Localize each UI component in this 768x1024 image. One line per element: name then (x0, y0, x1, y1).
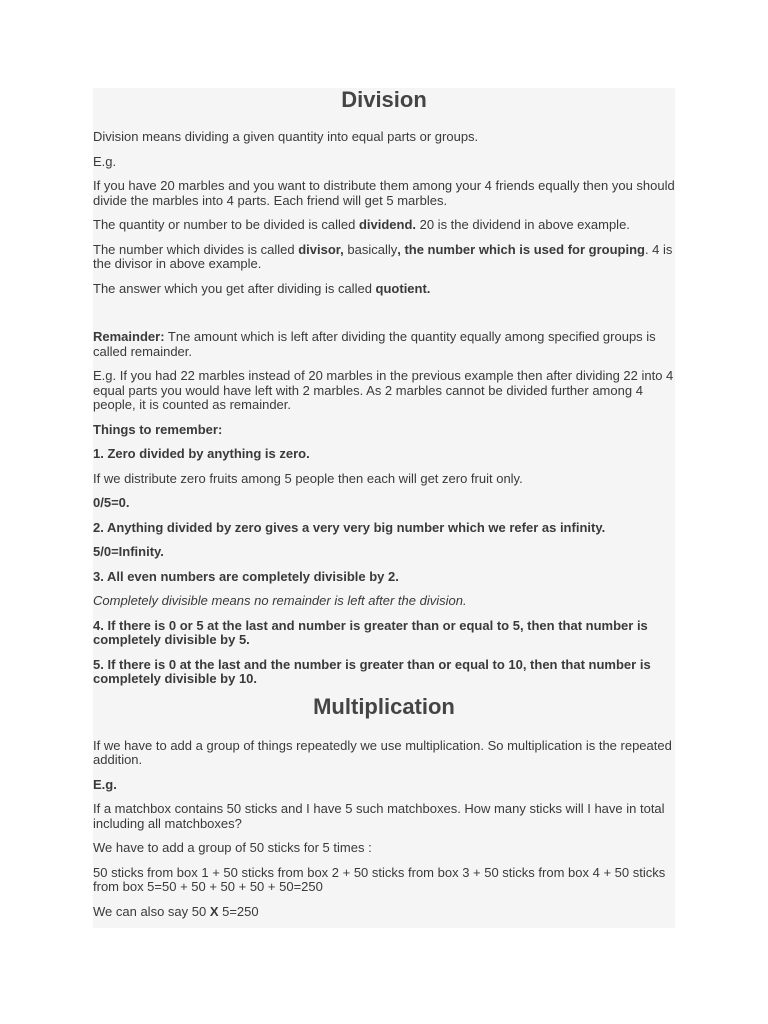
multiplication-add-line: We have to add a group of 50 sticks for 5 times : (93, 840, 372, 855)
rule-1-equation: 0/5=0. (93, 495, 130, 510)
remainder-term: Remainder: (93, 329, 165, 344)
dividend-post: 20 is the dividend in above example. (416, 217, 630, 232)
dividend-term: dividend. (358, 217, 416, 232)
multiplication-sum-line: 50 sticks from box 1 + 50 sticks from box 2 + 50 sticks from box 3 + 50 sticks from box 4 + 50 sticks from box 5=50 + 50 + 50 + 50 + 50=250 (93, 864, 666, 894)
division-eg: E.g. (93, 153, 117, 169)
multiplication-title: Multiplication (313, 693, 455, 719)
divisor-paragraph (93, 243, 675, 272)
rule-2-equation: 5/0=Infinity. (93, 544, 164, 559)
rule-2: 2. Anything divided by zero gives a very very big number which we refer as infinity. (93, 519, 606, 535)
multiplication-definition: If we have to add a group of things repeatedly we use multiplication. So multiplication is the repeated addition. (93, 737, 672, 767)
rule-4: 4. If there is 0 or 5 at the last and number is greater than or equal to 5, then that number is completely divisible by 5. (93, 617, 648, 647)
rule-1-note: If we distribute zero fruits among 5 people then each will get zero fruit only. (93, 470, 523, 486)
rule-3: 3. All even numbers are completely divisible by 2. (93, 568, 399, 584)
dividend-pre: The quantity or number to be divided is called (93, 217, 359, 232)
divisor-mid: basically (343, 241, 398, 257)
division-title: Division (341, 87, 427, 112)
multiplication-also-paragraph (93, 905, 675, 920)
also-x: X (209, 903, 219, 919)
quotient-pre: The answer which you get after dividing is called (93, 280, 376, 296)
quotient-paragraph (93, 282, 675, 297)
dividend-paragraph (93, 218, 675, 233)
things-heading: Things to remember: (93, 421, 223, 437)
remainder-post: Tne amount which is left after dividing the quantity equally among specified groups is called remainder. (93, 329, 656, 359)
division-example: If you have 20 marbles and you want to distribute them among your 4 friends equally then you should divide the marbles into 4 parts. Each friend will get 5 marbles. (93, 178, 675, 208)
divisor-term2: , the number which is used for grouping (397, 241, 645, 257)
remainder-example: E.g. If you had 22 marbles instead of 20 marbles in the previous example then after dividing 22 into 4 equal parts you would have left with 2 marbles. As 2 marbles cannot be divided further among 4 people, it is counted as remainder. (93, 368, 674, 412)
rule-5: 5. If there is 0 at the last and the number is greater than or equal to 10, then that number is completely divisible by 10. (93, 656, 651, 686)
divisor-term: divisor, (298, 241, 344, 257)
divisor-post: . 4 is the divisor in above example. (93, 241, 673, 271)
division-definition: Division means dividing a given quantity into equal parts or groups. (93, 129, 479, 144)
quotient-term: quotient. (375, 280, 431, 296)
multiplication-example: If a matchbox contains 50 sticks and I have 5 such matchboxes. How many sticks will I have in total including all matchboxes? (93, 801, 665, 831)
remainder-paragraph (93, 330, 675, 359)
also-post: 5=250 (218, 903, 259, 919)
multiplication-eg: E.g. (93, 776, 117, 792)
rule-3-note: Completely divisible means no remainder is left after the division. (93, 593, 467, 608)
rule-1: 1. Zero divided by anything is zero. (93, 446, 310, 461)
document-content (93, 88, 675, 929)
divisor-pre: The number which divides is called (93, 241, 299, 257)
also-pre: We can also say 50 (93, 903, 210, 919)
